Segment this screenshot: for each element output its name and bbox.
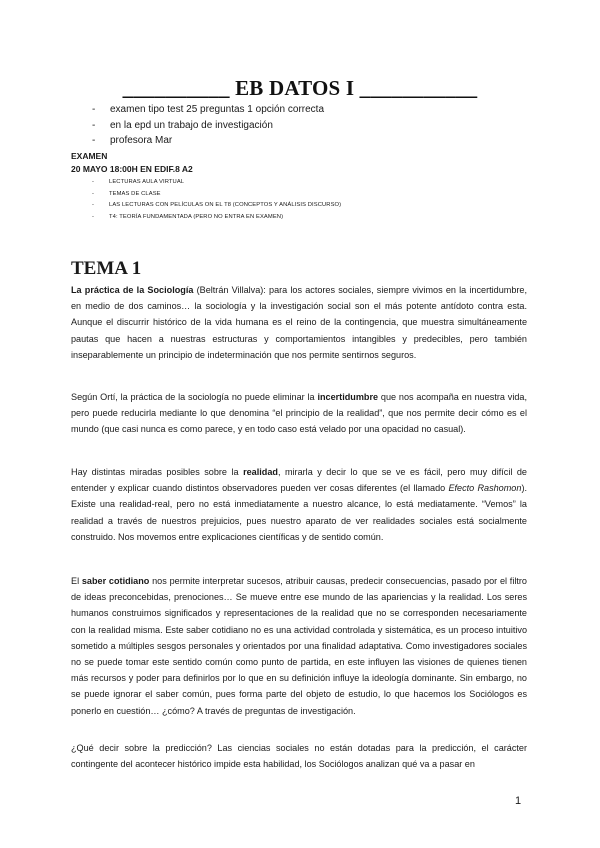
bullet-dash: - xyxy=(92,119,96,131)
bold-term: La práctica de la Sociología xyxy=(71,285,194,295)
bullet-dash: - xyxy=(92,135,96,146)
list-item-text: LAS LECTURAS CON PELÍCULAS ON EL T8 (CONCEPTOS Y ANÁLISIS DISCURSO) xyxy=(109,202,342,209)
paragraph-text: ¿Qué decir sobre la predicción? Las ciencias sociales no están dotadas para la predicción, el carácter contingente del acontecer histórico impide esta habilidad, los Sociólogos analizan qué va a pasar en xyxy=(71,743,527,770)
paragraph-everyday-knowledge xyxy=(71,573,527,719)
bullet-dash: - xyxy=(92,179,95,185)
paragraph-text: (Beltrán Villalva): para los actores sociales, siempre vivimos en la incertidumbre, en medio de dos caminos… la sociología y la investigación social son el más potente antídoto contra esta. Aunque el discurrir histórico de la vida humana es el reino de la contingencia, que muestra simultáneamente pautas que hacen a nuestras estructuras y comportamientos intangibles y predecibles, pero también inseparablemente un principio de indeterminación que nos permite sentirnos seguros. xyxy=(71,285,528,360)
exam-content-list xyxy=(92,177,341,223)
bullet-dash: - xyxy=(92,202,95,209)
bullet-dash: - xyxy=(92,190,95,197)
exam-date: 20 MAYO 18:00H EN EDIF.8 A2 xyxy=(71,164,193,174)
bullet-dash: - xyxy=(92,104,96,115)
list-item-text: TEMAS DE CLASE xyxy=(109,190,161,197)
bold-term: incertidumbre xyxy=(317,392,379,402)
italic-term: Efecto Rashomon xyxy=(448,483,522,494)
exam-label: EXAMEN xyxy=(71,151,108,161)
paragraph-text: , mirarla y decir lo que se ve es fácil, pero muy difícil de entender y explicar cuando distintos observadores pueden ver cosas diferentes (el llamado xyxy=(71,467,527,494)
list-item xyxy=(92,212,341,224)
list-item-text: T4: TEORÍA FUNDAMENTADA (PERO NO ENTRA EN EXAMEN) xyxy=(109,213,284,220)
section-heading: TEMA 1 xyxy=(71,258,142,279)
bold-term: saber cotidiano xyxy=(81,576,150,586)
bullet-dash: - xyxy=(92,213,95,220)
paragraph-text: El xyxy=(71,576,82,586)
list-item xyxy=(92,177,341,189)
list-item xyxy=(92,102,324,118)
page-number: 1 xyxy=(515,795,522,807)
list-item xyxy=(92,189,341,201)
list-item xyxy=(92,118,324,134)
paragraph-sociology-practice xyxy=(71,282,527,363)
paragraph-text: nos permite interpretar sucesos, atribuir causas, predecir consecuencias, pasado por el filtro de ideas preconcebidas, prenociones… Se mueve entre ese mundo de las apariencias y la realidad. Los seres humanos construimos significados y representaciones de la realidad que no se corresponden necesariamente con la realidad misma. Este saber cotidiano no es una actividad controlada y sistemática, es un proceso intuitivo sometido a múltiples sesgos personales y orientados por una finalidad adaptativa. Como investigadores sociales no se puede tomar este sentido común como punto de partida, en este influyen las visiones de quienes tienen más recursos y poder para definirlos por lo que en su definición influye la ideología dominante. Sin embargo, no se puede ignorar el saber común, pues forma parte del objeto de estudio, lo que hacemos los Sociólogos es ponerlo en cuestión… ¿cómo? A través de preguntas de investigación. xyxy=(71,576,527,716)
list-item xyxy=(92,200,341,212)
bold-term: realidad xyxy=(243,467,278,477)
course-info-list xyxy=(92,102,324,149)
paragraph-prediction xyxy=(71,740,527,772)
paragraph-reality xyxy=(71,464,527,545)
list-item xyxy=(92,133,324,149)
paragraph-text: Según Ortí, la práctica de la sociología no puede eliminar la xyxy=(71,392,318,402)
document-title: __________ EB DATOS I ___________ xyxy=(122,76,478,100)
list-item-text: en la epd un trabajo de investigación xyxy=(110,119,273,131)
paragraph-text: Hay distintas miradas posibles sobre la xyxy=(71,467,244,477)
list-item-text: examen tipo test 25 preguntas 1 opción correcta xyxy=(110,104,325,115)
list-item-text: LECTURAS AULA VIRTUAL xyxy=(109,179,185,185)
paragraph-text: que nos acompaña en nuestra vida, pero puede reducirla mediante lo que denomina “el principio de la realidad”, que nos permite decir cómo es el mundo (que casi nunca es como parece, y en todo caso está velado por una opacidad no casual). xyxy=(71,392,527,435)
paragraph-uncertainty xyxy=(71,389,527,438)
paragraph-text: ). Existe una realidad-real, pero no está inmediatamente a nuestro alcance, lo está mediatamente. “Vemos” la realidad a través de nuestros prejuicios, pues nuestro aparato de ver realidades sociales está socialmente construido. Nos movemos entre explicaciones científicas y de sentido común. xyxy=(71,483,527,542)
list-item-text: profesora Mar xyxy=(110,135,173,146)
